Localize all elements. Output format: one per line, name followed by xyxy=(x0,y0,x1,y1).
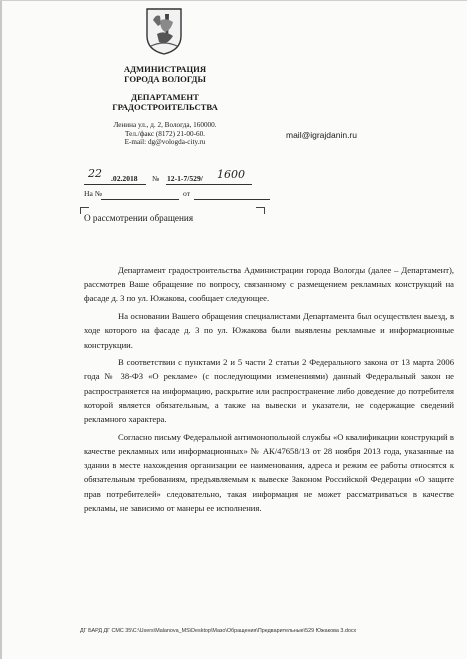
organization-line-2: ГОРОДА ВОЛОГДЫ xyxy=(124,74,206,84)
department-line-2: ГРАДОСТРОИТЕЛЬСТВА xyxy=(112,102,218,112)
reference-line xyxy=(84,188,274,202)
scan-edge-left xyxy=(0,0,2,659)
address-text: Ленина ул., д. 2, Вологда, 160000. xyxy=(113,121,217,129)
body-paragraph: На основании Вашего обращения специалистами Департамента был осуществлен выезд, в ходе которого на фасаде д. 3 по ул. Южакова были выявлены рекламные и информационные конструкции. xyxy=(84,311,454,350)
contact-block xyxy=(90,121,240,147)
registration-line xyxy=(84,167,254,186)
organization-name xyxy=(90,64,240,84)
recipient-email: mail@igrajdanin.ru xyxy=(286,130,357,140)
scan-edge-top xyxy=(0,0,467,1)
reference-date-underline xyxy=(194,199,270,200)
body-paragraph: Согласно письму Федеральной антимонопольной службы «О квалификации конструкций в качестве рекламных или информационных» № АК/47658/13 от 28 ноября 2013 года, указанные на здании в месте нахождения организации ее наименования, адреса и режим ее работы относятся к обязательным требованиям, предъявляемым к вывеске Законом Российской Федерации «О защите прав потребителей» следовательно, такая информация не может рассматриваться в качестве рекламы, не зависимо от манеры ее исполнения. xyxy=(84,431,454,513)
reference-label: На № xyxy=(84,189,102,198)
file-path-footer: ДГ БАРД ДГ СМС 35\С:\Users\Malanova_MS\Desktop\Мазо\Обращения\Предварительные\529 Южакова 3.docx xyxy=(80,628,357,634)
department-name xyxy=(90,92,240,112)
outgoing-number: 12-1-7/529/ xyxy=(167,174,203,183)
reference-number-underline xyxy=(101,199,179,200)
organization-line-1: АДМИНИСТРАЦИЯ xyxy=(123,64,207,74)
phone-text: Тел./факс (8172) 21-00-60. xyxy=(125,129,205,138)
email-text: E-mail: dg@vologda-city.ru xyxy=(124,138,206,147)
department-line-1: ДЕПАРТАМЕНТ xyxy=(131,92,199,102)
number-sign: № xyxy=(152,174,160,183)
outgoing-number-handwritten: 1600 xyxy=(217,168,245,181)
subject-line: О рассмотрении обращения xyxy=(84,213,194,223)
body-paragraph: Департамент градостроительства Администрации города Вологды (далее – Департамент), рассмотрев Ваше обращение по вопросу, связанному с размещением рекламных конструкций на фасаде д. 3 по ул. Южакова, сообщает следующее. xyxy=(84,265,454,304)
subject-bracket-right xyxy=(256,207,265,214)
body-paragraph: В соответствии с пунктами 2 и 5 части 2 статьи 2 Федерального закона от 13 марта 2006 года № 38-ФЗ «О рекламе» (с последующими изменениями) данный Федеральный закон не распространяется на информацию, раскрытие или распространение либо доведение до потребителя которой является обязательным, а также на вывески и указатели, не содержащие сведений рекламного характера. xyxy=(84,357,454,425)
date-day-handwritten: 22 xyxy=(88,167,102,180)
date-printed: .02.2018 xyxy=(111,174,138,183)
reference-from-label: от xyxy=(183,189,191,198)
coat-of-arms-icon xyxy=(143,6,185,56)
letter-body xyxy=(84,263,454,518)
date-underline xyxy=(84,184,146,185)
number-underline xyxy=(166,184,252,185)
